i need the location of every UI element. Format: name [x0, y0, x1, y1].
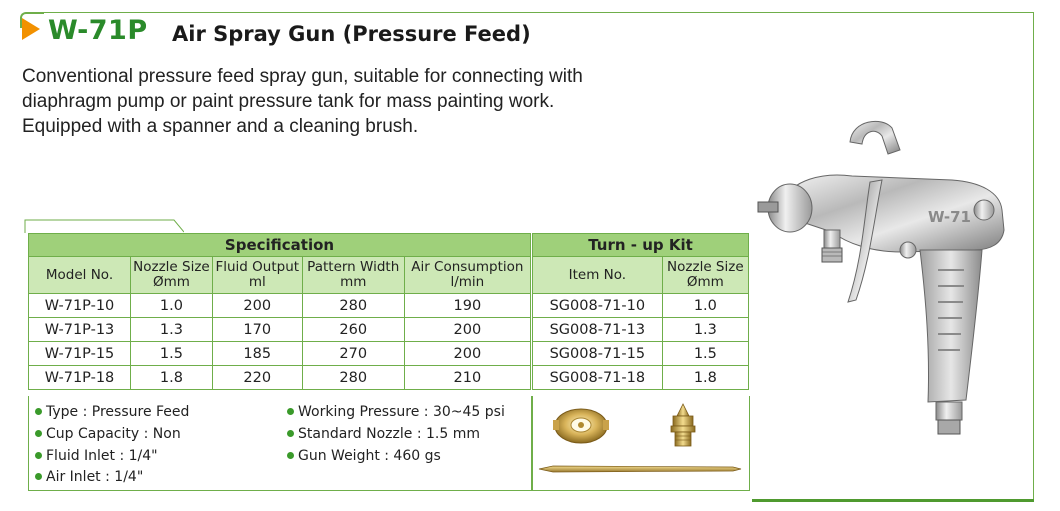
svg-text:W-71: W-71: [928, 208, 971, 226]
note-item: Fluid Inlet : 1/4": [35, 448, 158, 464]
col-pattern-width: Pattern Width mm: [302, 257, 404, 294]
bullet-icon: [287, 430, 294, 437]
cell: W-71P-18: [29, 366, 131, 390]
cell: 190: [404, 294, 530, 318]
cell: 200: [404, 342, 530, 366]
cell: 1.5: [662, 342, 748, 366]
cell: W-71P-13: [29, 318, 131, 342]
bullet-icon: [35, 452, 42, 459]
col-nozzle-size: Nozzle Size Ømm: [131, 257, 213, 294]
cell: 1.8: [131, 366, 213, 390]
bullet-icon: [287, 452, 294, 459]
col-model-no: Model No.: [29, 257, 131, 294]
table-row: [29, 366, 531, 390]
bullet-icon: [35, 473, 42, 480]
note-item: Gun Weight : 460 gs: [287, 448, 441, 464]
spray-gun-w71-icon: [752, 110, 1052, 440]
cell: 210: [404, 366, 530, 390]
note-item: Working Pressure : 30~45 psi: [287, 404, 505, 420]
note-item: Standard Nozzle : 1.5 mm: [287, 426, 480, 442]
table-row: [533, 318, 749, 342]
cell: SG008-71-18: [533, 366, 663, 390]
frame-bottom-line: [752, 499, 1034, 502]
cell: 280: [302, 294, 404, 318]
cell: 1.0: [131, 294, 213, 318]
table-row: [29, 318, 531, 342]
cell: 185: [212, 342, 302, 366]
specification-header: Specification: [29, 234, 531, 257]
description-line: Conventional pressure feed spray gun, suitable for connecting with: [22, 66, 583, 87]
turn-up-kit-parts-icon: [533, 396, 749, 488]
turn-up-kit-header: Turn - up Kit: [533, 234, 749, 257]
model-code: W-71P: [48, 15, 148, 46]
turn-up-kit-table: [532, 233, 749, 390]
table-row: [533, 366, 749, 390]
cell: 1.5: [131, 342, 213, 366]
product-title: Air Spray Gun (Pressure Feed): [172, 22, 531, 46]
cell: 270: [302, 342, 404, 366]
table-row: [533, 342, 749, 366]
bullet-icon: [35, 430, 42, 437]
cell: 1.3: [131, 318, 213, 342]
cell: SG008-71-15: [533, 342, 663, 366]
table-row: [533, 294, 749, 318]
note-item: Air Inlet : 1/4": [35, 469, 143, 485]
table-row: [29, 342, 531, 366]
description-line: Equipped with a spanner and a cleaning brush.: [22, 116, 419, 137]
cell: W-71P-15: [29, 342, 131, 366]
note-item: Cup Capacity : Non: [35, 426, 181, 442]
cell: 1.3: [662, 318, 748, 342]
cell: W-71P-10: [29, 294, 131, 318]
col-item-no: Item No.: [533, 257, 663, 294]
cell: SG008-71-13: [533, 318, 663, 342]
specification-table: [28, 233, 531, 390]
product-description: [22, 64, 702, 139]
frame-top-line: [40, 12, 1034, 13]
table-tab-decoration: [24, 218, 184, 234]
bullet-icon: [287, 408, 294, 415]
col-air-consumption: Air Consumption l/min: [404, 257, 530, 294]
cell: SG008-71-10: [533, 294, 663, 318]
cell: 260: [302, 318, 404, 342]
col-kit-nozzle-size: Nozzle Size Ømm: [662, 257, 748, 294]
kit-parts-picture: [532, 396, 750, 491]
note-item: Type : Pressure Feed: [35, 404, 189, 420]
orange-arrow-icon: [22, 18, 40, 40]
spec-notes: [28, 396, 532, 491]
cell: 220: [212, 366, 302, 390]
cell: 1.8: [662, 366, 748, 390]
cell: 170: [212, 318, 302, 342]
col-fluid-output: Fluid Output ml: [212, 257, 302, 294]
cell: 200: [212, 294, 302, 318]
cell: 1.0: [662, 294, 748, 318]
table-row: [29, 294, 531, 318]
cell: 200: [404, 318, 530, 342]
description-line: diaphragm pump or paint pressure tank for mass painting work.: [22, 91, 555, 112]
cell: 280: [302, 366, 404, 390]
bullet-icon: [35, 408, 42, 415]
